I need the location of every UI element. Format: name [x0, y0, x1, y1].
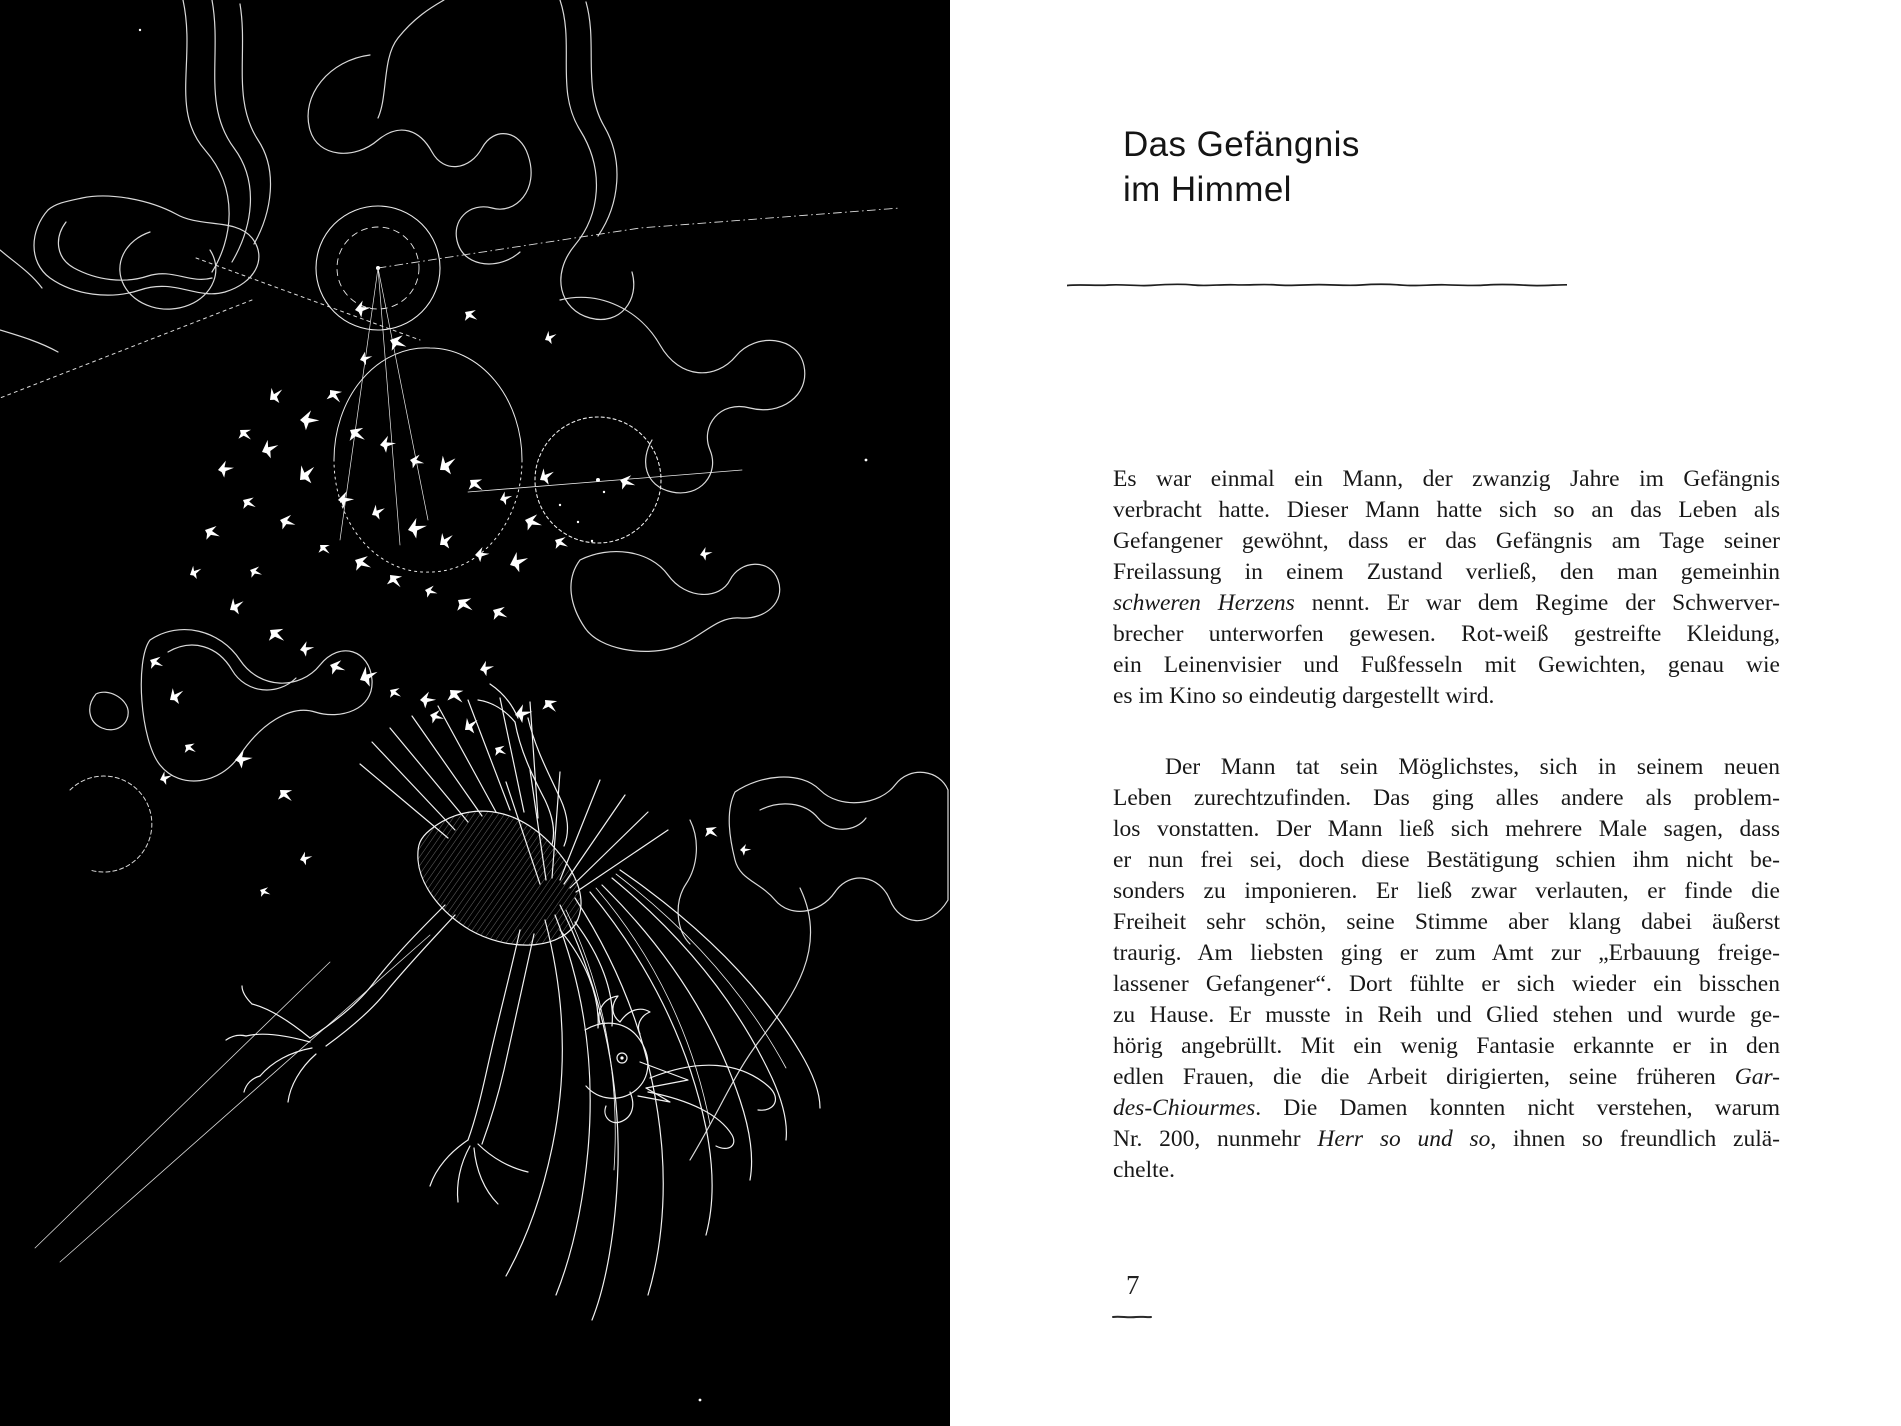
text-line: Es war einmal ein Mann, der zwanzig Jahre im Gefängnis [1113, 466, 1780, 492]
left-page [0, 0, 950, 1426]
chapter-title-line-1: Das Gefängnis [1123, 125, 1360, 164]
text-line: des-Chiourmes. Die Damen konnten nicht verstehen, warum [1113, 1095, 1780, 1121]
contour-map-lines [0, 0, 948, 1262]
paragraph [1113, 752, 1780, 1186]
text-line: verbracht hatte. Dieser Mann hatte sich so an das Leben als [1113, 497, 1780, 523]
text-line: traurig. Am liebsten ging er zum Amt zur „Erbauung freige- [1113, 940, 1780, 966]
page-number: 7 [1126, 1270, 1140, 1300]
text-line: lassener Gefangener“. Dort fühlte er sich wieder ein bisschen [1113, 971, 1780, 997]
paragraph [1113, 464, 1780, 712]
text-line: chelte. [1113, 1157, 1175, 1183]
text-line: Der Mann tat sein Möglichstes, sich in seinem neuen [1165, 754, 1780, 780]
text-line: hörig angebrüllt. Mit ein wenig Fantasie erkannte er in den [1113, 1033, 1780, 1059]
text-line: er nun frei sei, doch diese Bestätigung schien ihm nicht be- [1113, 847, 1780, 873]
body-text [1113, 464, 1780, 1186]
hand-drawn-divider-rule [1067, 280, 1567, 290]
text-line: los vonstatten. Der Mann ließ sich mehrere Male sagen, dass [1113, 816, 1780, 842]
text-line: ein Leinenvisier und Fußfesseln mit Gewichten, genau wie [1113, 652, 1780, 678]
rooster-creature-sketch [226, 684, 820, 1320]
page-number-underline [1112, 1314, 1152, 1320]
text-line: Gefangener gewöhnt, dass er das Gefängnis am Tage seiner [1113, 528, 1780, 554]
text-line: Leben zurechtzufinden. Das ging alles andere als problem- [1113, 785, 1780, 811]
text-line: Freilassung in einem Zustand verließ, den man gemeinhin [1113, 559, 1780, 585]
text-line: Freiheit sehr schön, seine Stimme aber klang dabei äußerst [1113, 909, 1780, 935]
text-line: es im Kino so eindeutig dargestellt wird. [1113, 683, 1495, 709]
chapter-title [1123, 122, 1360, 212]
text-line: zu Hause. Er musste in Reih und Glied stehen und wurde ge- [1113, 1002, 1780, 1028]
text-line: brecher unterworfen gewesen. Rot-weiß gestreifte Kleidung, [1113, 621, 1780, 647]
text-line: edlen Frauen, die die Arbeit dirigierten, seine früheren Gar- [1113, 1064, 1780, 1090]
bird-flock [147, 299, 752, 899]
creature-and-birds-illustration [0, 0, 950, 1426]
right-page [950, 0, 1901, 1426]
chapter-title-line-2: im Himmel [1123, 170, 1292, 209]
text-line: Nr. 200, nunmehr Herr so und so, ihnen so freundlich zulä- [1113, 1126, 1781, 1152]
text-line: schweren Herzens nennt. Er war dem Regime der Schwerver- [1113, 590, 1781, 616]
text-line: sonders zu imponieren. Er ließ zwar verlauten, er finde die [1113, 878, 1780, 904]
